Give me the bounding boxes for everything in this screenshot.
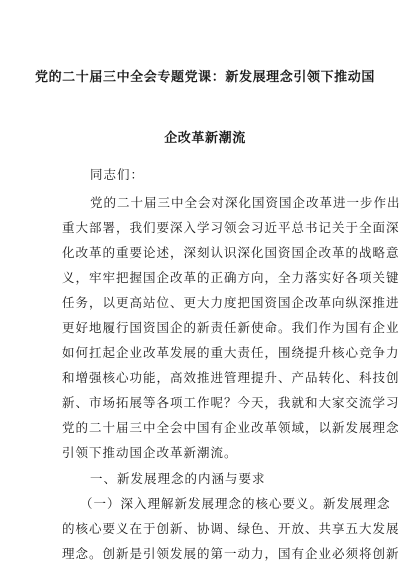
section-heading: 一、新发展理念的内涵与要求 — [90, 471, 266, 486]
subsection-line: （一）深入理解新发展理念的核心要义。新发展理念 — [80, 496, 391, 511]
document-title-line-1: 党的二十届三中全会专题党课：新发展理念引领下推动国 — [34, 70, 375, 85]
paragraph-line: 和增强核心功能，高效推进管理提升、产品转化、科技创 — [62, 370, 400, 385]
paragraph-line: 党的二十届三中全会对深化国资国企改革进一步作出 — [90, 195, 401, 210]
paragraph-line: 任务，以更高站位、更大力度把国资国企改革向纵深推进 — [62, 295, 400, 310]
paragraph-line: 引领下推动国企改革新潮流。 — [62, 445, 238, 460]
subsection-line: 理念。创新是引领发展的第一动力，国有企业必须将创新 — [62, 546, 400, 561]
greeting: 同志们： — [90, 167, 145, 182]
document-title-line-2: 企改革新潮流 — [164, 131, 246, 146]
paragraph-line: 更好地履行国资国企的新责任新使命。我们作为国有企业 — [62, 320, 400, 335]
paragraph-line: 重大部署，我们要深入学习领会习近平总书记关于全面深 — [62, 220, 400, 235]
paragraph-line: 党的二十届三中全会中国有企业改革领域，以新发展理念 — [62, 420, 400, 435]
subsection-line: 的核心要义在于创新、协调、绿色、开放、共享五大发展 — [62, 521, 400, 536]
paragraph-line: 义，牢牢把握国企改革的正确方向，全力落实好各项关键 — [62, 270, 400, 285]
paragraph-line: 如何扛起企业改革发展的重大责任，围绕提升核心竞争力 — [62, 345, 400, 360]
paragraph-line: 化改革的重要论述，深刻认识深化国资国企改革的战略意 — [62, 245, 400, 260]
paragraph-line: 新、市场拓展等各项工作呢？今天，我就和大家交流学习 — [62, 395, 400, 410]
